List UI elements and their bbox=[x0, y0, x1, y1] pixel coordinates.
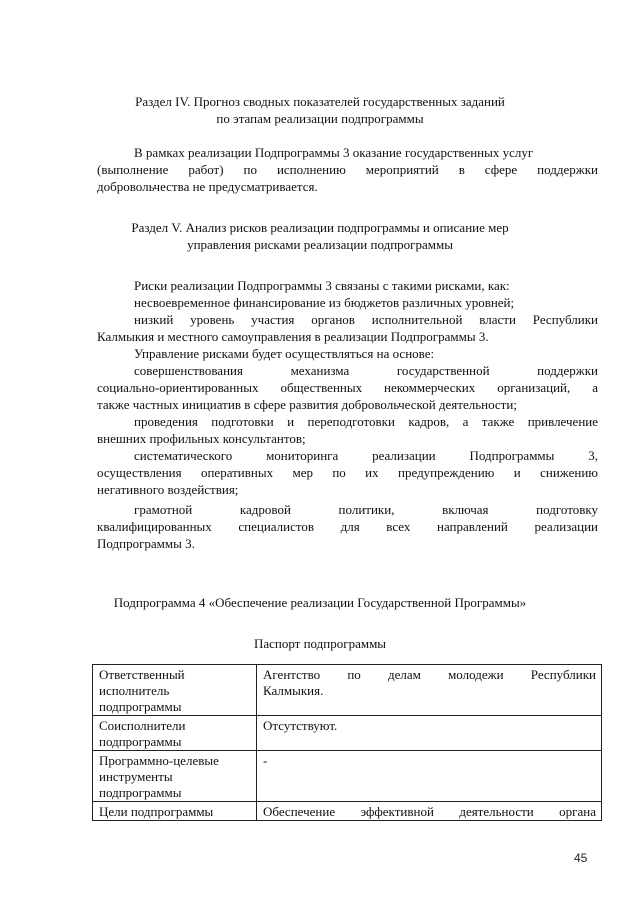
section4-paragraph-line1: В рамках реализации Подпрограммы 3 оказание государственных услуг bbox=[134, 145, 534, 160]
risk-line: Риски реализации Подпрограммы 3 связаны с такими рисками, как: bbox=[134, 278, 510, 293]
row-label-line: подпрограммы bbox=[99, 699, 182, 714]
subprogram4-title: Подпрограмма 4 «Обеспечение реализации Государственной Программы» bbox=[113, 595, 527, 610]
table-row bbox=[93, 665, 602, 716]
row-value-cell bbox=[257, 751, 602, 802]
page-number: 45 bbox=[574, 851, 588, 865]
row-value-line: - bbox=[263, 753, 268, 768]
section4-title-line2: по этапам реализации подпрограммы bbox=[216, 111, 424, 126]
row-label-line: Цели подпрограммы bbox=[99, 804, 214, 819]
row-label-line: подпрограммы bbox=[99, 785, 182, 800]
passport-table bbox=[92, 664, 602, 821]
row-label-cell bbox=[93, 716, 257, 751]
row-value-line: Отсутствуют. bbox=[263, 718, 338, 733]
row-label-line: исполнитель bbox=[99, 683, 170, 698]
table-row bbox=[93, 751, 602, 802]
section4-paragraph-line2: (выполнение работ) по исполнению мероприятий в сфере поддержки bbox=[97, 162, 598, 177]
row-label-line: Ответственный bbox=[99, 667, 185, 682]
section5-title-line1: Раздел V. Анализ рисков реализации подпрограммы и описание мер bbox=[131, 220, 509, 235]
row-label-line: Соисполнители bbox=[99, 718, 186, 733]
risk-line: также частных инициатив в сфере развития добровольческой деятельности; bbox=[97, 397, 517, 412]
section4-paragraph-line3: добровольчества не предусматривается. bbox=[97, 179, 318, 194]
row-value-cell bbox=[257, 716, 602, 751]
passport-title: Паспорт подпрограммы bbox=[253, 636, 387, 651]
row-value-cell bbox=[257, 802, 602, 821]
section5-title-line2: управления рисками реализации подпрограммы bbox=[187, 237, 453, 252]
row-label-line: инструменты bbox=[99, 769, 173, 784]
row-label-cell bbox=[93, 802, 257, 821]
risk-line: проведения подготовки и переподготовки кадров, а также привлечение bbox=[134, 414, 598, 429]
row-label-line: Программно-целевые bbox=[99, 753, 219, 768]
section4-title-line1: Раздел IV. Прогноз сводных показателей государственных заданий bbox=[135, 94, 505, 109]
risk-line: Подпрограммы 3. bbox=[97, 536, 195, 551]
risk-line: негативного воздействия; bbox=[97, 482, 239, 497]
row-value-line: Калмыкия. bbox=[263, 683, 324, 698]
risk-line: осуществления оперативных мер по их предупреждению и снижению bbox=[97, 465, 598, 480]
risk-line: грамотной кадровой политики, включая подготовку bbox=[134, 502, 598, 517]
row-value-line: Агентство по делам молодежи Республики bbox=[263, 667, 596, 682]
risk-line: социально-ориентированных общественных некоммерческих организаций, а bbox=[97, 380, 598, 395]
risk-line: низкий уровень участия органов исполнительной власти Республики bbox=[134, 312, 598, 327]
row-label-cell bbox=[93, 751, 257, 802]
risk-line: систематического мониторинга реализации Подпрограммы 3, bbox=[134, 448, 598, 463]
risk-line: совершенствования механизма государственной поддержки bbox=[134, 363, 598, 378]
row-label-line: подпрограммы bbox=[99, 734, 182, 749]
row-value-cell bbox=[257, 665, 602, 716]
risk-line: Калмыкия и местного самоуправления в реализации Подпрограммы 3. bbox=[97, 329, 489, 344]
risk-line: Управление рисками будет осуществляться на основе: bbox=[134, 346, 435, 361]
table-row bbox=[93, 716, 602, 751]
table-row bbox=[93, 802, 602, 821]
row-label-cell bbox=[93, 665, 257, 716]
risk-line: внешних профильных консультантов; bbox=[97, 431, 306, 446]
risk-line: несвоевременное финансирование из бюджетов различных уровней; bbox=[134, 295, 515, 310]
risk-line: квалифицированных специалистов для всех направлений реализации bbox=[97, 519, 598, 534]
row-value-line: Обеспечение эффективной деятельности органа bbox=[263, 804, 596, 819]
